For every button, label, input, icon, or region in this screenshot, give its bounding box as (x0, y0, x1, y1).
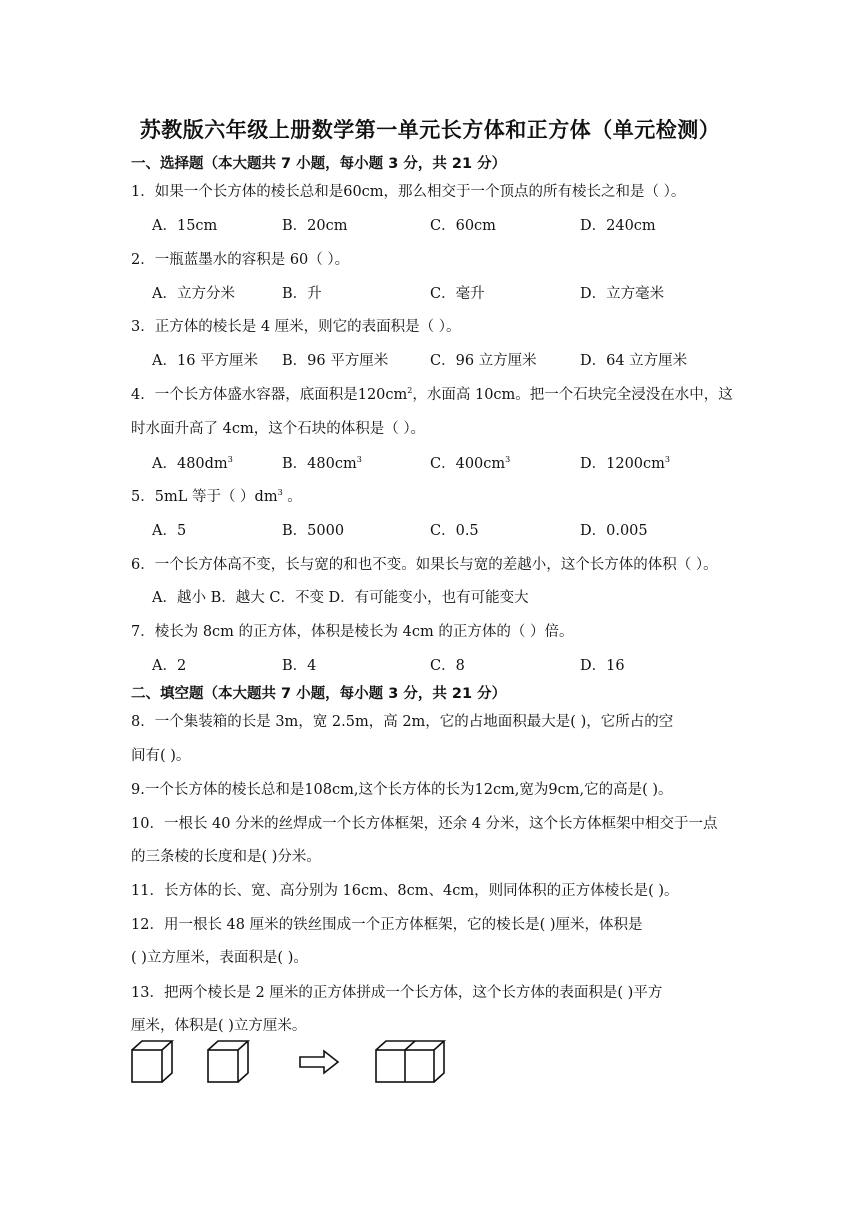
q6-options: A．越小 B．越大 C．不变 D．有可能变小，也有可能变大 (152, 590, 529, 606)
q2-option-d: D．立方毫米 (580, 286, 665, 302)
question-5 (131, 485, 302, 506)
q5-text-part1: 5．5mL 等于（ ）dm (131, 489, 278, 505)
q4-option-d-sup: 3 (664, 455, 670, 465)
cuboid-icon (376, 1041, 444, 1082)
q4-text-part2: ，水面高 10cm。把一个石块完全浸没在水中，这 (412, 387, 733, 403)
question-1: 1．如果一个长方体的棱长总和是60cm，那么相交于一个顶点的所有棱长之和是（ ）。 (131, 184, 686, 200)
q3-option-b: B．96 平方厘米 (282, 353, 389, 369)
question-4-line2: 时水面升高了 4cm，这个石块的体积是（ ）。 (131, 421, 426, 437)
section-heading-fill: 二、填空题（本大题共 7 小题，每小题 3 分，共 21 分） (131, 686, 507, 702)
q3-option-a: A．16 平方厘米 (152, 353, 259, 369)
q4-option-a-sup: 3 (227, 455, 233, 465)
question-2: 2．一瓶蓝墨水的容积是 60（ ）。 (131, 252, 350, 268)
q7-option-c: C．8 (430, 658, 465, 674)
q1-option-b: B．20cm (282, 218, 348, 234)
cube-icon (132, 1041, 172, 1082)
question-10: 10．一根长 40 分米的丝焊成一个长方体框架，还余 4 分米，这个长方体框架中相交于一点 (131, 816, 718, 832)
q4-option-c-text: C．400cm (430, 456, 506, 472)
question-6: 6．一个长方体高不变，长与宽的和也不变。如果长与宽的差越小，这个长方体的体积（ ）。 (131, 557, 718, 573)
q4-option-d-text: D．1200cm (580, 456, 665, 472)
question-10-line2: 的三条棱的长度和是( )分米。 (131, 849, 321, 865)
q1-option-a: A．15cm (152, 218, 218, 234)
q2-option-b: B．升 (282, 286, 322, 302)
q5-option-c: C．0.5 (430, 523, 479, 539)
cube-icon (208, 1041, 248, 1082)
q7-option-a: A．2 (152, 658, 187, 674)
question-8: 8．一个集装箱的长是 3m，宽 2.5m，高 2m，它的占地面积最大是( )，它所占的空 (131, 714, 674, 730)
q3-option-c: C．96 立方厘米 (430, 353, 537, 369)
question-9: 9.一个长方体的棱长总和是108cm,这个长方体的长为12cm,宽为9cm,它的高是( )。 (131, 782, 673, 798)
question-7: 7．棱长为 8cm 的正方体，体积是棱长为 4cm 的正方体的（ ）倍。 (131, 624, 574, 640)
q5-option-b: B．5000 (282, 523, 345, 539)
q7-option-b: B．4 (282, 658, 317, 674)
question-13-line2: 厘米，体积是( )立方厘米。 (131, 1018, 307, 1034)
q4-option-b-sup: 3 (356, 455, 362, 465)
question-12: 12．用一根长 48 厘米的铁丝围成一个正方体框架，它的棱长是( )厘米，体积是 (131, 917, 643, 933)
q4-option-a (152, 452, 233, 473)
q4-option-b-text: B．480cm (282, 456, 357, 472)
q5-option-d: D．0.005 (580, 523, 648, 539)
q2-option-c: C．毫升 (430, 286, 485, 302)
q7-option-d: D．16 (580, 658, 625, 674)
q5-text-part2: 。 (282, 489, 302, 505)
cubes-figure (128, 1038, 458, 1088)
q4-option-a-text: A．480dm (152, 456, 228, 472)
question-11: 11．长方体的长、宽、高分别为 16cm、8cm、4cm，则同体积的正方体棱长是( )。 (131, 883, 679, 899)
page-title: 苏教版六年级上册数学第一单元长方体和正方体（单元检测） (139, 118, 721, 142)
q4-option-b (282, 452, 362, 473)
q2-option-a: A．立方分米 (152, 286, 235, 302)
q4-option-d (580, 452, 670, 473)
q3-option-d: D．64 立方厘米 (580, 353, 688, 369)
q4-option-c-sup: 3 (505, 455, 511, 465)
section-heading-choice: 一、选择题（本大题共 7 小题，每小题 3 分，共 21 分） (131, 156, 507, 172)
question-8-line2: 间有( )。 (131, 748, 191, 764)
question-12-line2: ( )立方厘米，表面积是( )。 (131, 950, 308, 966)
q5-option-a: A．5 (152, 523, 187, 539)
q1-option-c: C．60cm (430, 218, 496, 234)
q1-option-d: D．240cm (580, 218, 656, 234)
q4-text-part1: 4．一个长方体盛水容器，底面积是120cm (131, 387, 408, 403)
question-4 (131, 383, 733, 404)
q5-superscript: 3 (277, 488, 283, 498)
q4-superscript: 2 (407, 386, 413, 396)
question-3: 3．正方体的棱长是 4 厘米，则它的表面积是（ ）。 (131, 319, 461, 335)
q4-option-c (430, 452, 510, 473)
arrow-right-icon (300, 1051, 338, 1073)
question-13: 13．把两个棱长是 2 厘米的正方体拼成一个长方体，这个长方体的表面积是( )平方 (131, 985, 663, 1001)
